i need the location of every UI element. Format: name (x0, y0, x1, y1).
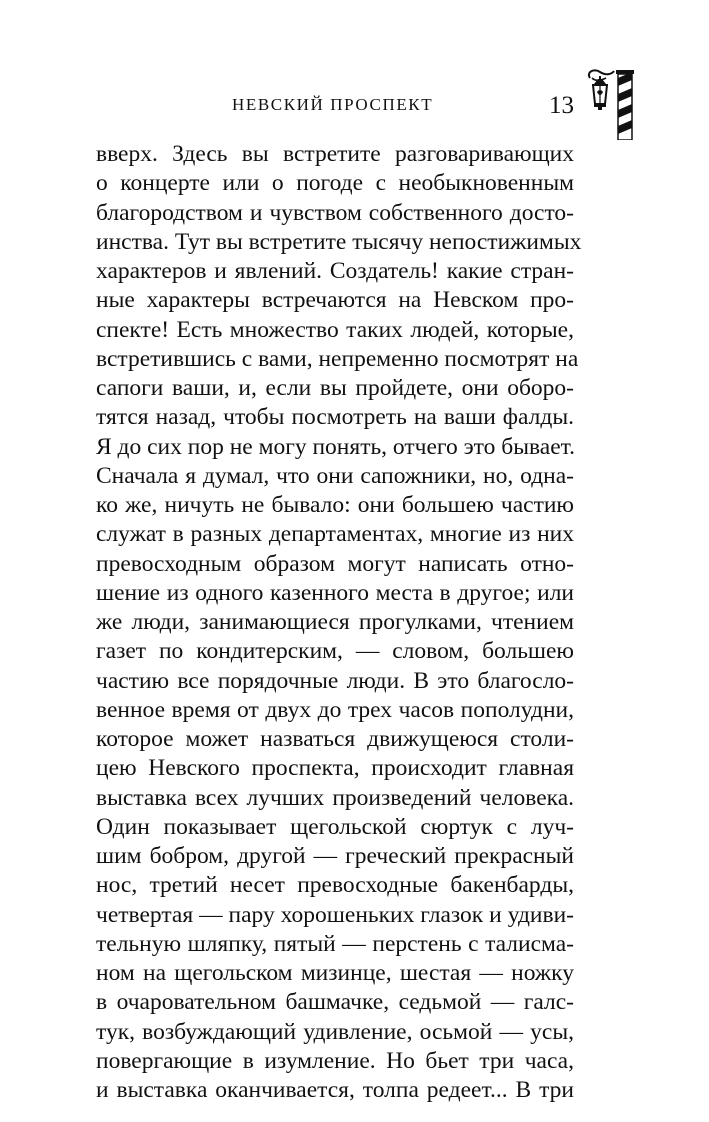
text-line: вверх. Здесь вы встретите разговаривающих (96, 141, 574, 167)
text-line: инства. Тут вы встретите тысячу непостижимых (96, 228, 582, 255)
text-line: частию все порядочные люди. В это благосло- (96, 667, 574, 694)
text-line: тельную шляпку, пятый — перстень с талисма- (96, 930, 574, 957)
text-line: превосходным образом могут написать отно- (96, 550, 574, 577)
text-line: тятся назад, чтобы посмотреть на ваши фалды. (96, 404, 574, 431)
text-line: в очаровательном башмачке, седьмой — галс- (96, 989, 574, 1016)
text-line: повергающие в изумление. Но бьет три часа, (96, 1047, 574, 1074)
running-title: НЕВСКИЙ ПРОСПЕКТ (232, 95, 434, 114)
text-line: о концерте или о погоде с необыкновенным (96, 170, 574, 197)
street-lamp-icon (584, 68, 644, 140)
text-line: тук, возбуждающий удивление, осьмой — усы, (96, 1018, 574, 1045)
text-line: служат в разных департаментах, многие из них (96, 521, 574, 548)
text-line: газет по кондитерским, — словом, большею (96, 638, 574, 665)
text-line: шим бобром, другой — греческий прекрасный (96, 843, 574, 869)
text-line: и выставка оканчивается, толпа редеет... В три (96, 1077, 574, 1103)
text-line: нос, третий несет превосходные бакенбарды, (96, 872, 574, 899)
text-line: ко же, ничуть не бывало: они большею частию (96, 492, 574, 518)
text-line: спекте! Есть множество таких людей, которые, (96, 316, 574, 343)
text-line: Я до сих пор не могу понять, отчего это бывает. (96, 433, 576, 460)
text-line: благородством и чувством собственного досто- (96, 199, 574, 226)
text-line: выставка всех лучших произведений человека. (96, 784, 574, 811)
page-number: 13 (549, 92, 574, 119)
text-line: Сначала я думал, что они сапожники, но, одна- (96, 462, 574, 489)
text-line: цею Невского проспекта, происходит главная (96, 755, 574, 782)
text-line: ном на щегольском мизинце, шестая — ножку (96, 960, 574, 986)
text-line: характеров и явлений. Создатель! какие стран- (96, 258, 574, 284)
text-line: сапоги ваши, и, если вы пройдете, они оборо- (96, 375, 574, 401)
text-line: которое может назваться движущеюся столи- (96, 726, 574, 752)
text-line: Один показывает щегольской сюртук с луч- (96, 813, 574, 840)
text-line: четвертая — пару хорошеньких глазок и удиви- (96, 901, 574, 928)
text-line: встретившись с вами, непременно посмотрят на (96, 345, 579, 372)
text-line: ные характеры встречаются на Невском про- (96, 287, 574, 314)
text-line: шение из одного казенного места в другое; или (96, 579, 574, 606)
body-text (96, 140, 582, 1105)
text-line: венное время от двух до трех часов пополудни, (96, 696, 574, 723)
text-line: же люди, занимающиеся прогулками, чтением (96, 609, 574, 635)
